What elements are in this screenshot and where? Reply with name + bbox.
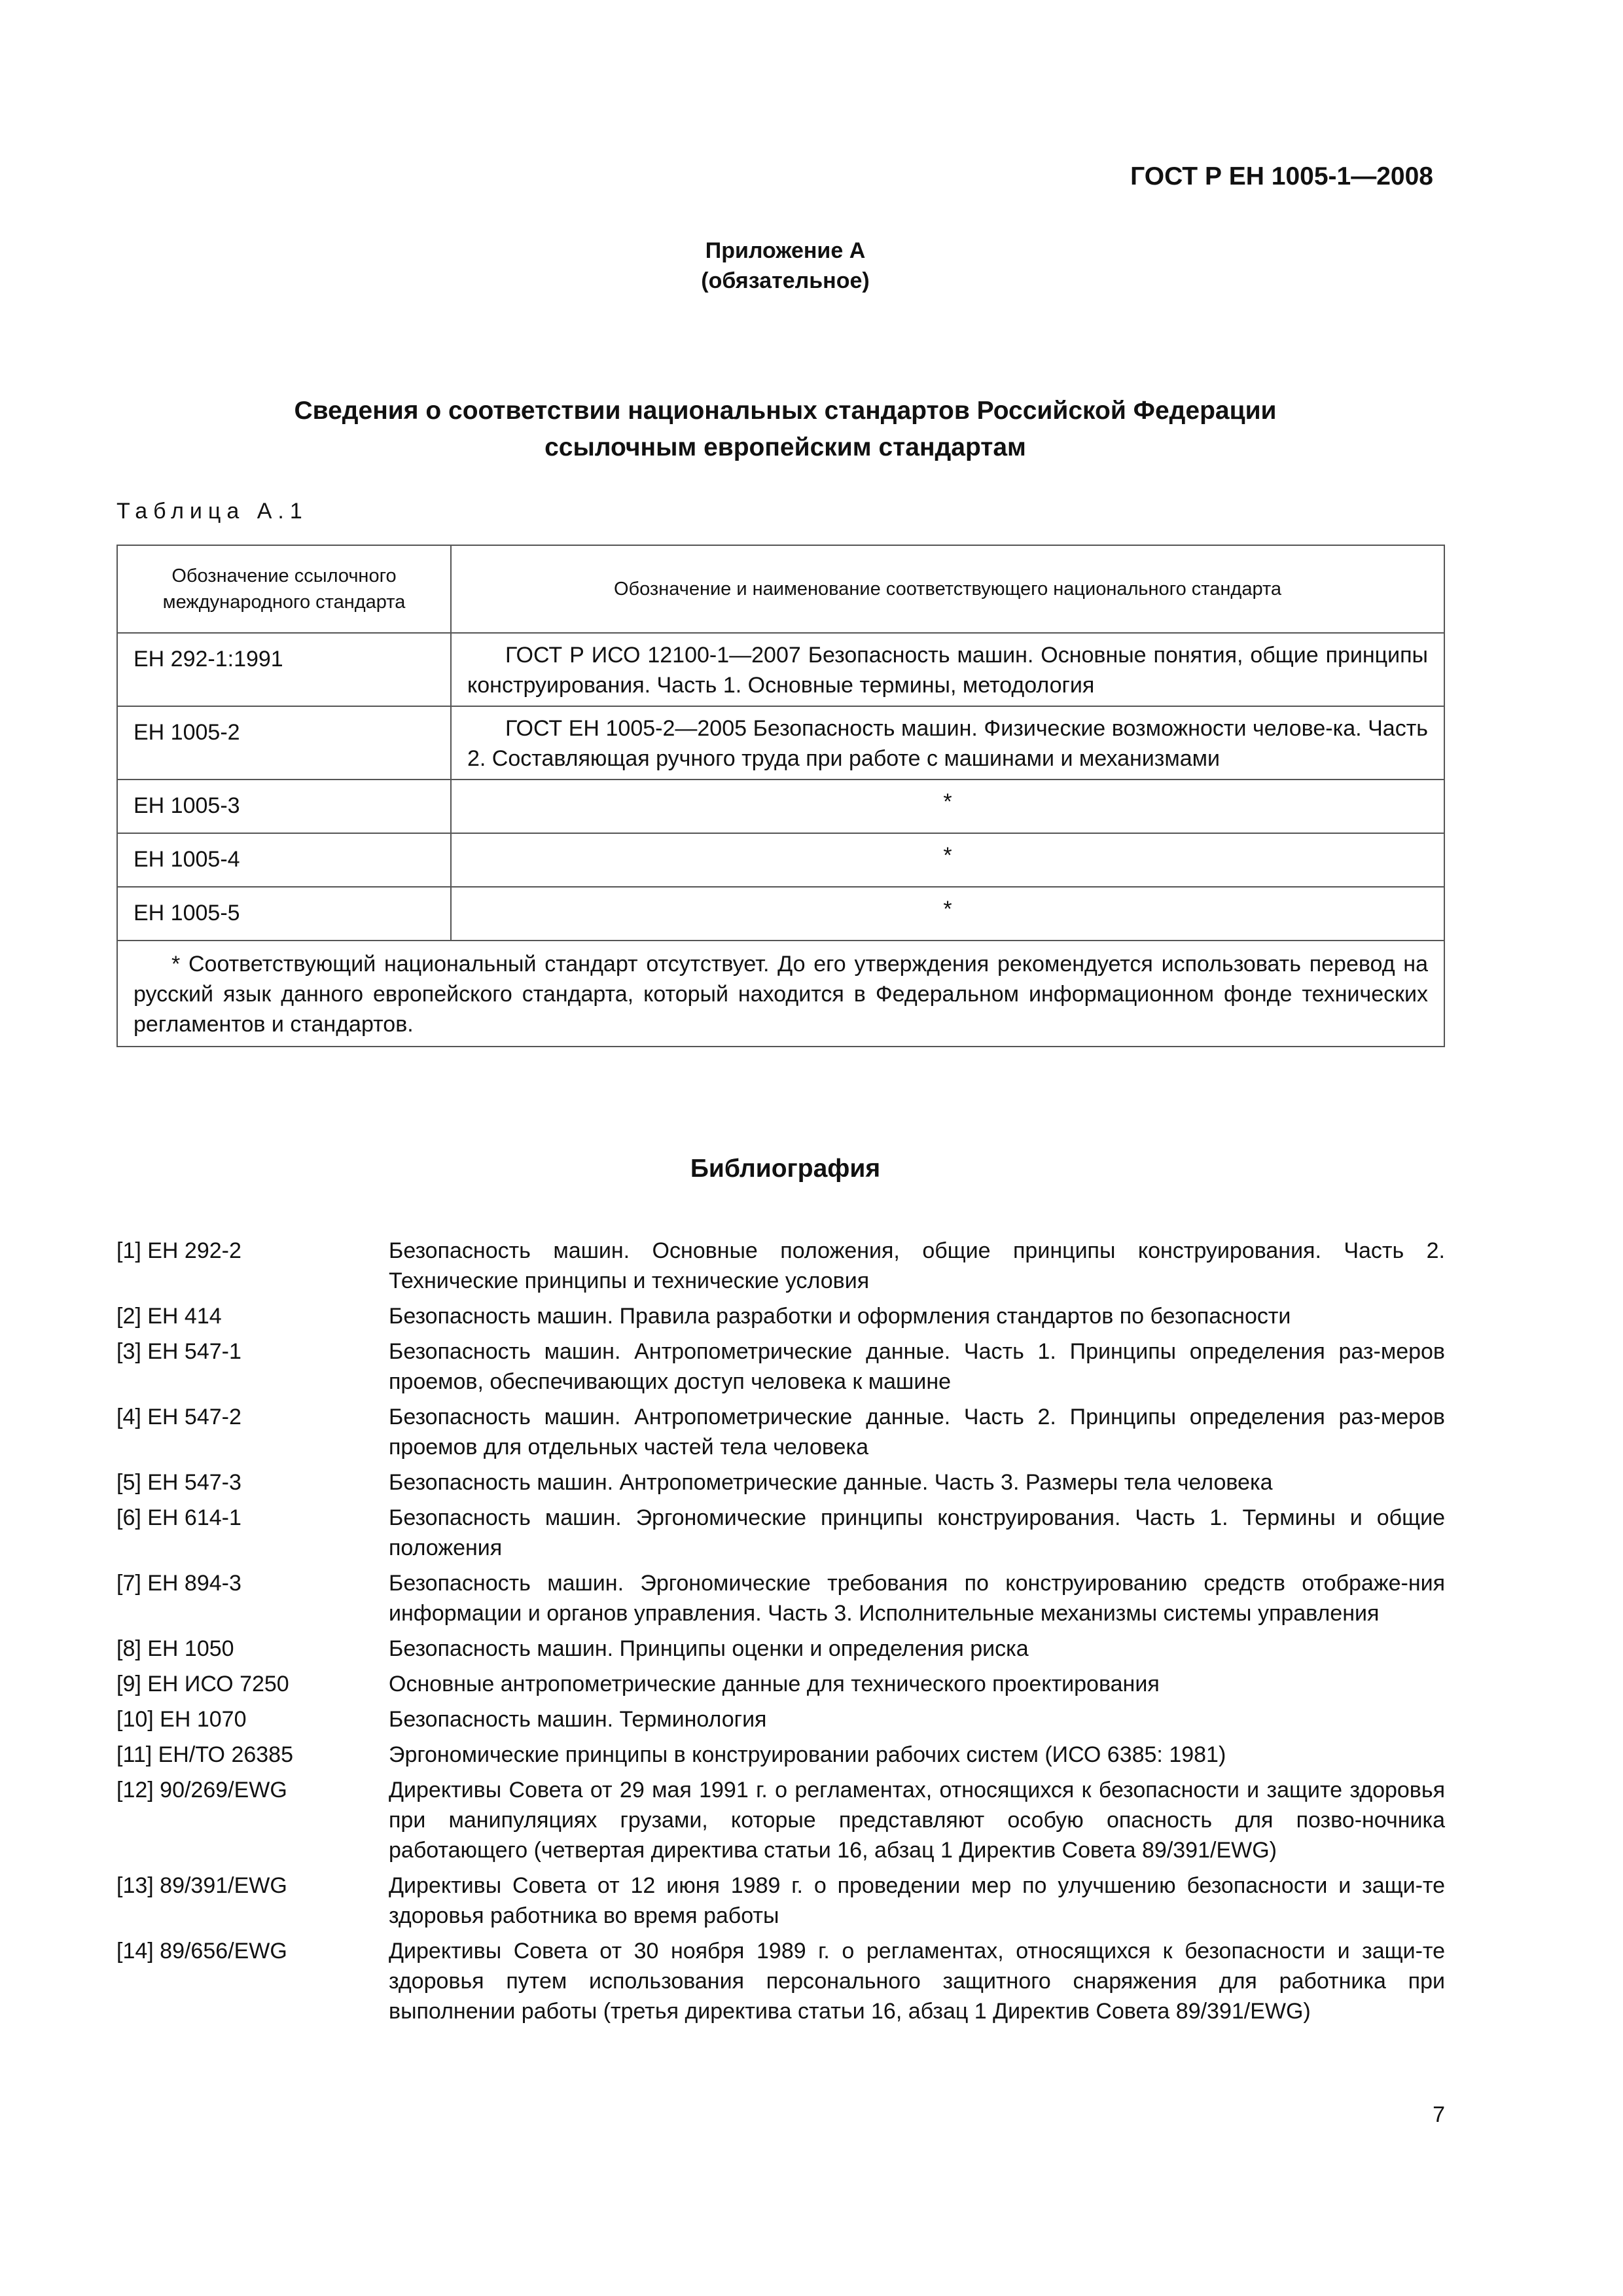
- national-cell: *: [451, 780, 1444, 833]
- bibliography-item-text: Безопасность машин. Правила разработки и оформления стандартов по безопасности: [389, 1304, 1291, 1329]
- table-caption: Таблица А.1: [116, 499, 308, 524]
- bibliography-item-number: [5] ЕН 547-3: [116, 1470, 241, 1495]
- table-row: [117, 706, 1444, 780]
- bibliography-item: [116, 1301, 1445, 1331]
- bibliography-item-text: Безопасность машин. Эргономические требования по конструированию средств отображе-ния информации и органов управления. Часть 3. Исполнительные механизмы системы управления: [389, 1571, 1445, 1626]
- title-line-1: Сведения о соответствии национальных стандартов Российской Федерации: [294, 397, 1277, 425]
- national-cell: *: [451, 833, 1444, 887]
- bibliography-item-number: [12] 90/269/EWG: [116, 1778, 287, 1803]
- page-title: [0, 393, 1571, 466]
- header-reference-standard: [117, 545, 451, 633]
- correspondence-table: [116, 545, 1445, 1047]
- header-national-standard: Обозначение и наименование соответствующего национального стандарта: [451, 545, 1444, 633]
- bibliography-item-text: Эргономические принципы в конструировании рабочих систем (ИСО 6385: 1981): [389, 1742, 1226, 1767]
- bibliography-item-text: Безопасность машин. Принципы оценки и определения риска: [389, 1636, 1029, 1661]
- bibliography-item-number: [13] 89/391/EWG: [116, 1873, 287, 1898]
- bibliography-item-number: [2] ЕН 414: [116, 1304, 222, 1329]
- table-row: [117, 780, 1444, 833]
- reference-cell: ЕН 1005-4: [117, 833, 451, 887]
- table-footnote: * Соответствующий национальный стандарт отсутствует. До его утверждения рекомендуется использовать перевод на русский язык данного европейского стандарта, который находится в Федеральном информационном фонде технических регламентов и стандартов.: [117, 941, 1444, 1047]
- bibliography-item: [116, 1936, 1445, 2026]
- national-cell: *: [451, 887, 1444, 941]
- reference-cell: ЕН 1005-2: [117, 706, 451, 780]
- bibliography-item-number: [10] ЕН 1070: [116, 1707, 247, 1732]
- reference-cell: ЕН 292-1:1991: [117, 633, 451, 706]
- header-col1-line2: международного стандарта: [162, 592, 406, 613]
- bibliography-item: [116, 1871, 1445, 1931]
- bibliography-item: [116, 1704, 1445, 1734]
- table-row: [117, 833, 1444, 887]
- reference-cell: ЕН 1005-3: [117, 780, 451, 833]
- bibliography-item-text: Директивы Совета от 12 июня 1989 г. о проведении мер по улучшению безопасности и защи-те здоровья работника во время работы: [389, 1873, 1445, 1928]
- bibliography-item: [116, 1336, 1445, 1397]
- bibliography-item-number: [6] ЕН 614-1: [116, 1505, 241, 1530]
- bibliography-item: [116, 1568, 1445, 1628]
- bibliography-item-number: [4] ЕН 547-2: [116, 1405, 241, 1429]
- bibliography-item-number: [3] ЕН 547-1: [116, 1339, 241, 1364]
- annex-heading: [0, 236, 1571, 296]
- page-number: 7: [1433, 2102, 1445, 2127]
- reference-cell: ЕН 1005-5: [117, 887, 451, 941]
- bibliography-item-text: Основные антропометрические данные для технического проектирования: [389, 1672, 1160, 1696]
- bibliography-item: [116, 1503, 1445, 1563]
- bibliography-item: [116, 1402, 1445, 1462]
- bibliography-item-text: Безопасность машин. Основные положения, общие принципы конструирования. Часть 2. Технические принципы и технические условия: [389, 1238, 1445, 1293]
- table-note-row: [117, 941, 1444, 1047]
- table-row: [117, 633, 1444, 706]
- standard-code: ГОСТ Р ЕН 1005-1—2008: [1130, 162, 1433, 190]
- annex-label: Приложение А: [705, 238, 866, 263]
- national-cell: ГОСТ Р ИСО 12100-1—2007 Безопасность машин. Основные понятия, общие принципы конструирования. Часть 1. Основные термины, методология: [451, 633, 1444, 706]
- bibliography-item-number: [9] ЕН ИСО 7250: [116, 1672, 289, 1696]
- bibliography-item-number: [1] ЕН 292-2: [116, 1238, 241, 1263]
- bibliography-title: Библиография: [690, 1155, 881, 1183]
- bibliography-item-number: [14] 89/656/EWG: [116, 1939, 287, 1964]
- title-line-2: ссылочным европейским стандартам: [544, 433, 1026, 461]
- table-row: [117, 887, 1444, 941]
- national-cell: ГОСТ ЕН 1005-2—2005 Безопасность машин. Физические возможности челове-ка. Часть 2. Составляющая ручного труда при работе с машинами и механизмами: [451, 706, 1444, 780]
- bibliography-item-text: Безопасность машин. Антропометрические данные. Часть 2. Принципы определения раз-меров проемов для отдельных частей тела человека: [389, 1405, 1445, 1460]
- bibliography-item-text: Безопасность машин. Терминология: [389, 1707, 767, 1732]
- bibliography-item-text: Директивы Совета от 29 мая 1991 г. о регламентах, относящихся к безопасности и защите здоровья при манипуляциях грузами, которые представляют особую опасность для позво-ночника работающего (четвертая директива статьи 16, абзац 1 Директив Совета 89/391/EWG): [389, 1778, 1445, 1863]
- bibliography-item: [116, 1669, 1445, 1699]
- bibliography-item: [116, 1775, 1445, 1865]
- bibliography-list: [116, 1236, 1445, 2032]
- bibliography-item-text: Директивы Совета от 30 ноября 1989 г. о регламентах, относящихся к безопасности и защи-те здоровья путем использования персонального защитного снаряжения для работника при выполнении работы (третья директива статьи 16, абзац 1 Директив Совета 89/391/EWG): [389, 1939, 1445, 2024]
- bibliography-item-number: [7] ЕН 894-3: [116, 1571, 241, 1596]
- bibliography-item-number: [8] ЕН 1050: [116, 1636, 234, 1661]
- bibliography-item: [116, 1634, 1445, 1664]
- bibliography-item: [116, 1236, 1445, 1296]
- table-header-row: [117, 545, 1444, 633]
- bibliography-item-text: Безопасность машин. Эргономические принципы конструирования. Часть 1. Термины и общие положения: [389, 1505, 1445, 1560]
- bibliography-item: [116, 1467, 1445, 1498]
- bibliography-item-number: [11] ЕН/ТО 26385: [116, 1742, 293, 1767]
- bibliography-item-text: Безопасность машин. Антропометрические данные. Часть 1. Принципы определения раз-меров проемов, обеспечивающих доступ человека к машине: [389, 1339, 1445, 1394]
- annex-status: (обязательное): [701, 268, 870, 293]
- header-col1-line1: Обозначение ссылочного: [171, 565, 397, 586]
- bibliography-item-text: Безопасность машин. Антропометрические данные. Часть 3. Размеры тела человека: [389, 1470, 1273, 1495]
- bibliography-item: [116, 1740, 1445, 1770]
